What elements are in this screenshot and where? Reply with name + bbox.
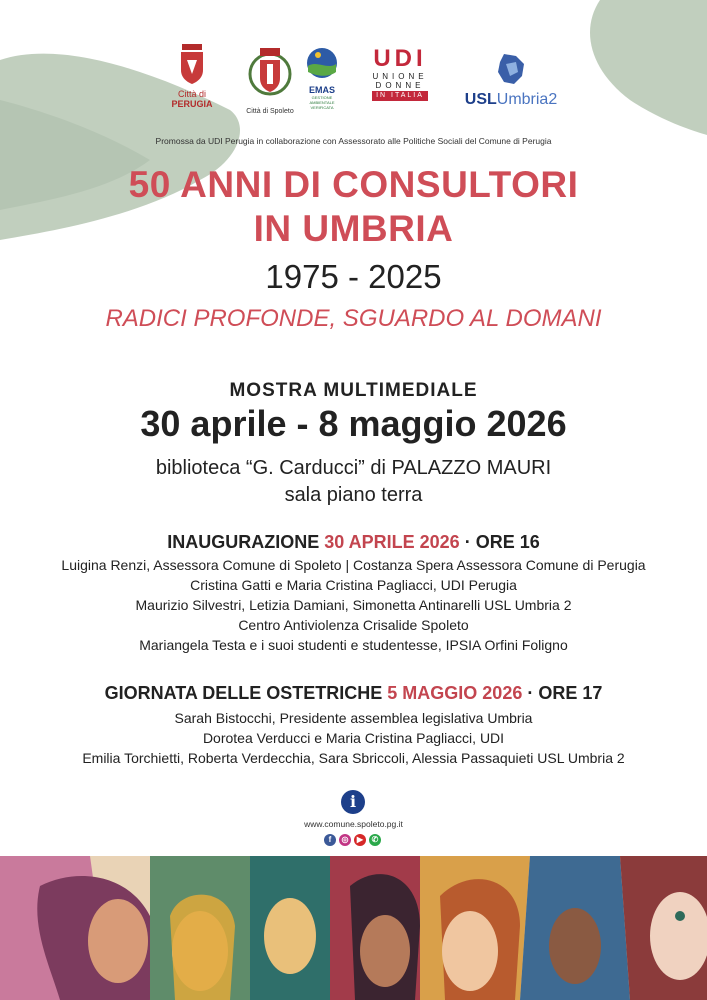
- emas-globe-icon: [304, 46, 340, 80]
- perugia-logo: [168, 44, 216, 109]
- udi-mark: UDI: [373, 45, 427, 72]
- perugia-crest-icon: [179, 44, 205, 84]
- ostetriche-line: Dorotea Verducci e Maria Cristina Pagliacci, UDI: [202, 730, 505, 746]
- inaugurazione-line: Centro Antiviolenza Crisalide Spoleto: [238, 617, 469, 633]
- spoleto-crest-icon: [247, 44, 293, 102]
- spoleto-caption: Città di Spoleto: [246, 108, 294, 115]
- usl-text: USL: [464, 91, 497, 108]
- whatsapp-icon[interactable]: ✆: [369, 834, 381, 846]
- inaugurazione-heading: [0, 532, 707, 553]
- years: 1975 - 2025: [265, 258, 442, 295]
- inaugurazione-time: · ORE 16: [464, 532, 540, 552]
- emas-caption: GESTIONE AMBIENTALE VERIFICATA: [309, 95, 335, 110]
- promotion-note: Promossa da UDI Perugia in collaborazione con Assessorato alle Politiche Sociali del Comune di Perugia: [155, 136, 552, 146]
- subtitle: RADICI PROFONDE, SGUARDO AL DOMANI: [105, 305, 602, 332]
- ostetriche-time: · ORE 17: [527, 683, 603, 703]
- inaugurazione-label: INAUGURAZIONE: [167, 532, 320, 552]
- logo-bar: [0, 42, 707, 122]
- exhibition-type: MOSTRA MULTIMEDIALE: [229, 380, 478, 401]
- udi-line-1: UNIONE: [372, 72, 428, 81]
- venue-line-1: biblioteca “G. Carducci” di PALAZZO MAURI: [155, 457, 552, 479]
- venue-line-2: sala piano terra: [284, 484, 423, 506]
- social-icons: [324, 834, 384, 848]
- perugia-caption-2: PERUGIA: [171, 99, 213, 109]
- ostetriche-heading: [0, 683, 707, 704]
- udi-logo: [366, 46, 434, 101]
- exhibition-dates: 30 aprile - 8 maggio 2026: [140, 403, 567, 444]
- ostetriche-date: 5 MAGGIO 2026: [387, 683, 523, 703]
- udi-line-3: IN ITALIA: [372, 91, 428, 101]
- title-line-1: 50 ANNI DI CONSULTORI: [128, 164, 579, 205]
- youtube-icon[interactable]: ▶: [354, 834, 366, 846]
- ostetriche-label: GIORNATA DELLE OSTETRICHE: [104, 683, 383, 703]
- facebook-icon[interactable]: f: [324, 834, 336, 846]
- women-illustration: [0, 856, 707, 1000]
- info-icon[interactable]: i: [341, 790, 365, 814]
- title-line-2: IN UMBRIA: [253, 208, 454, 249]
- usl-logo: [456, 52, 566, 109]
- spoleto-logo: [244, 44, 296, 117]
- inaugurazione-date: 30 APRILE 2026: [324, 532, 460, 552]
- ostetriche-line: Emilia Torchietti, Roberta Verdecchia, Sara Sbriccoli, Alessia Passaquieti USL Umbria 2: [82, 750, 625, 766]
- inaugurazione-line: Maurizio Silvestri, Letizia Damiani, Simonetta Antinarelli USL Umbria 2: [135, 597, 572, 613]
- emas-logo: [300, 46, 344, 110]
- umbria-map-icon: [494, 52, 528, 86]
- inaugurazione-line: Luigina Renzi, Assessora Comune di Spoleto | Costanza Spera Assessora Comune di Perugia: [61, 557, 646, 573]
- inaugurazione-line: Mariangela Testa e i suoi studenti e studentesse, IPSIA Orfini Foligno: [139, 637, 568, 653]
- instagram-icon[interactable]: ◎: [339, 834, 351, 846]
- emas-label: EMAS: [308, 85, 335, 95]
- website-link[interactable]: www.comune.spoleto.pg.it: [304, 819, 403, 829]
- udi-line-2: DONNE: [375, 81, 425, 90]
- ostetriche-line: Sarah Bistocchi, Presidente assemblea legislativa Umbria: [174, 710, 533, 726]
- perugia-caption-1: Città di: [177, 89, 206, 99]
- inaugurazione-line: Cristina Gatti e Maria Cristina Pagliacci, UDI Perugia: [190, 577, 517, 593]
- umbria2-text: Umbria2: [496, 91, 558, 108]
